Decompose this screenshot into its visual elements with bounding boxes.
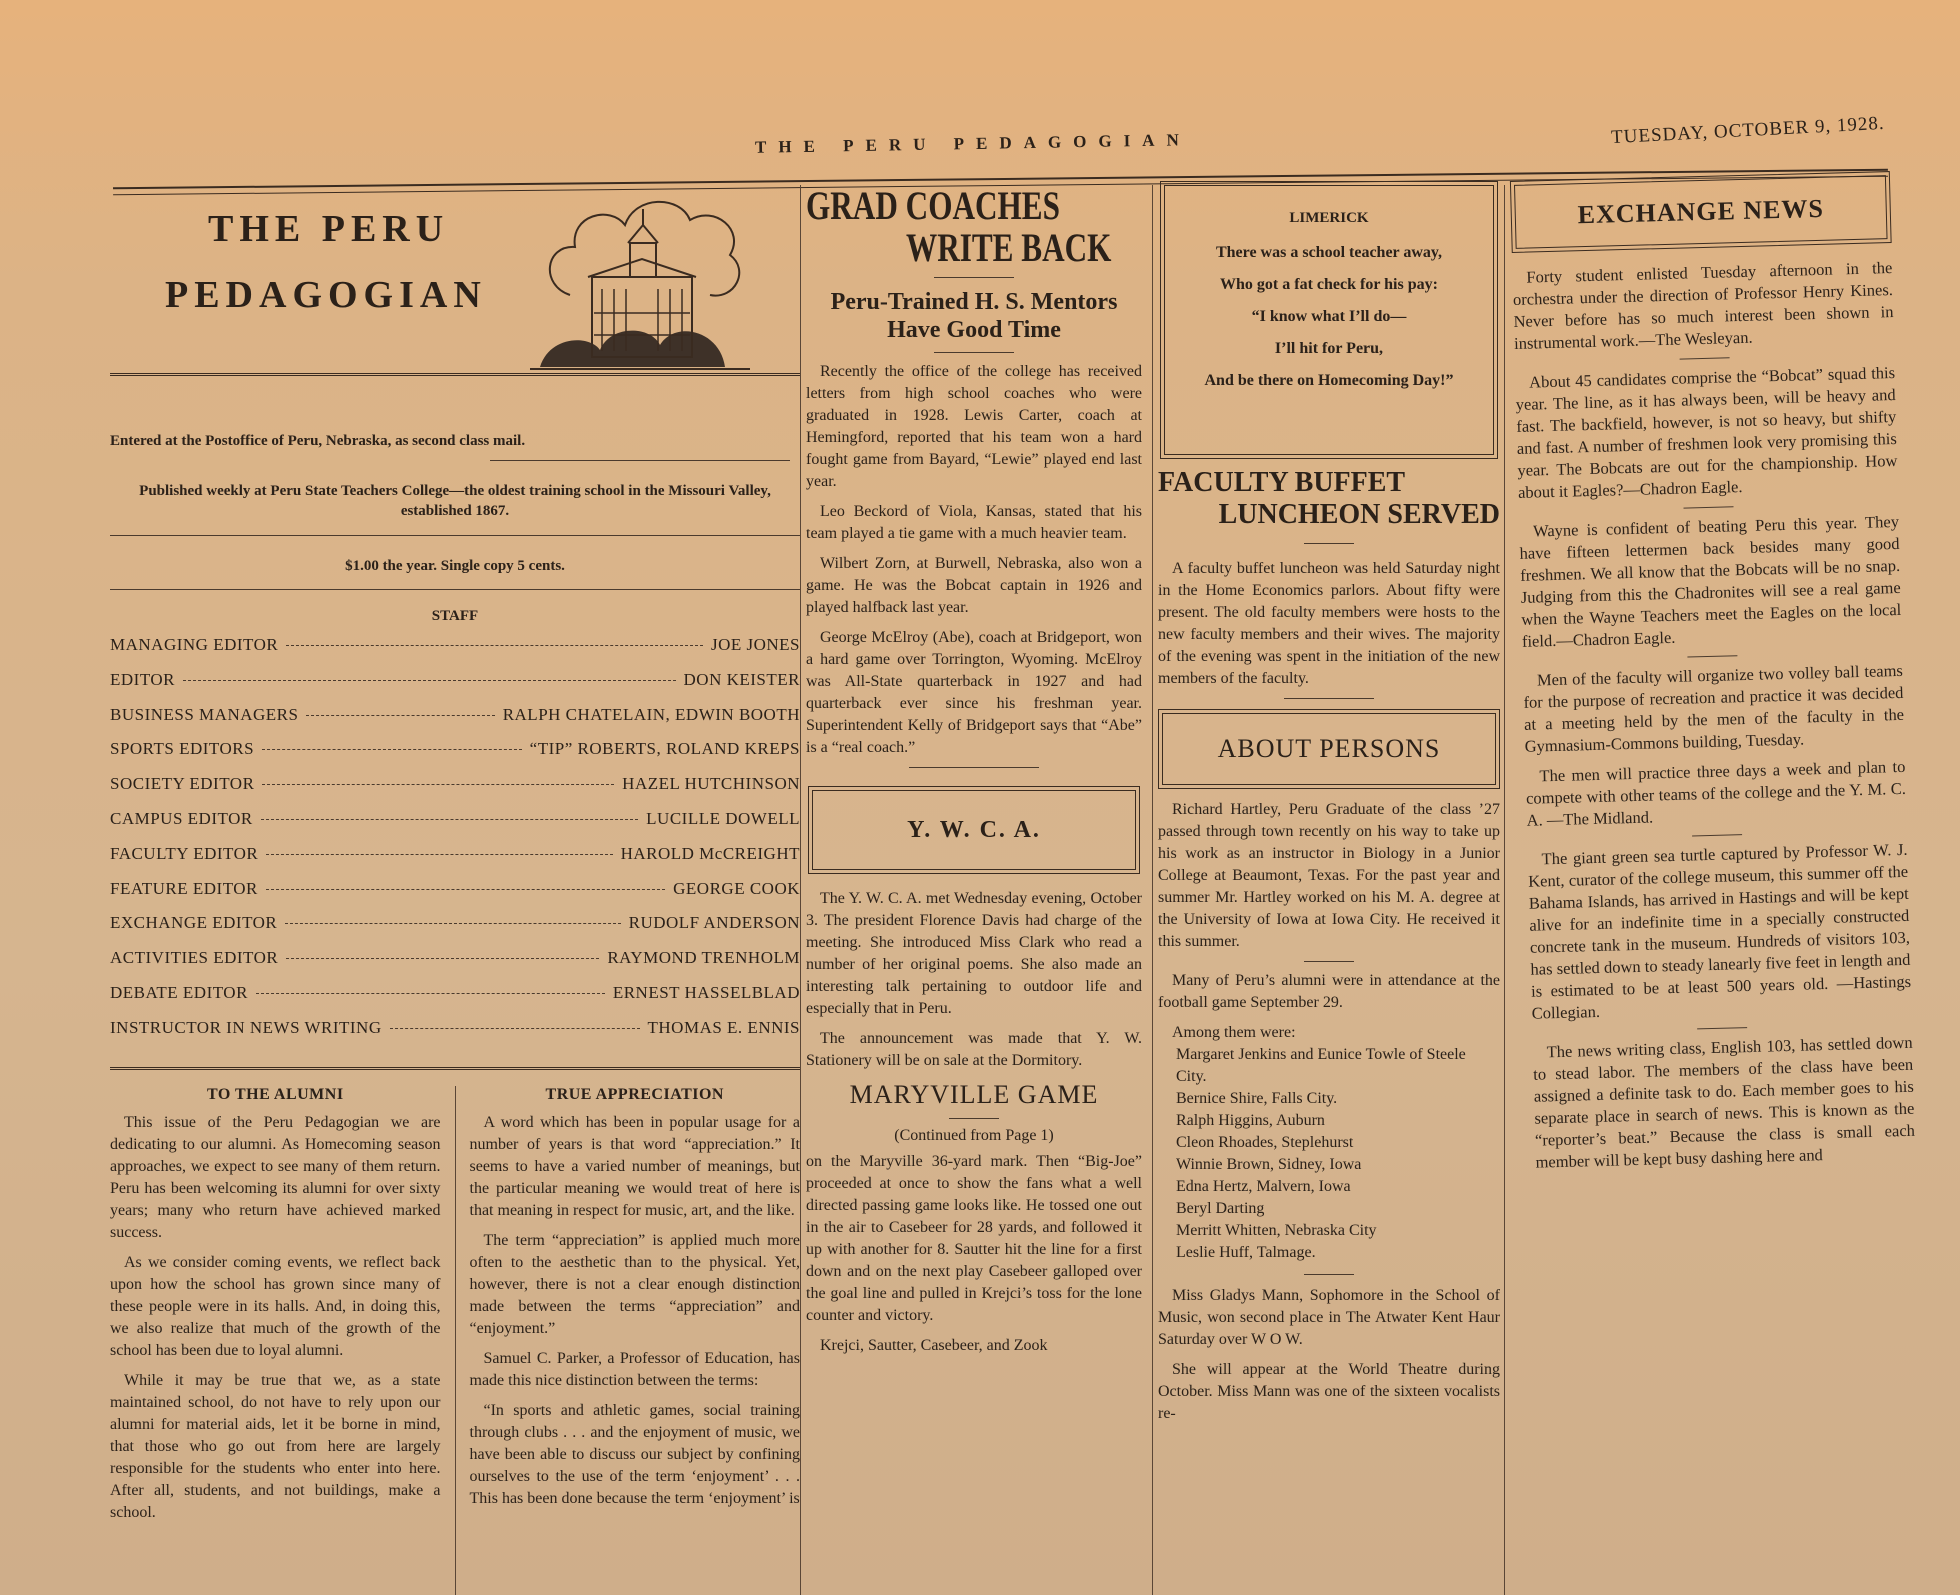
staff-row [110, 879, 800, 914]
staff-role: MANAGING EDITOR [110, 635, 279, 654]
ywca-paragraph: The Y. W. C. A. met Wednesday evening, October 3. The president Florence Davis had charge of the meeting. She introduced Miss Clark who read a number of her original poems. She also made an interesting talk pertaining to outdoor life and especially that in Peru. [806, 890, 1142, 1017]
exchange-paragraph: The giant green sea turtle captured by Professor W. J. Kent, curator of the college museum, this summer off the Bahama Islands, has arrived in Hastings and will be kept alive for an indefinite time in a specially constructed concrete tank in the museum. Hundreds of visitors 103, has settled down to steady lanearly five feet in length and is estimated to be at least 500 years old. —Hastings Collegian. [1527, 839, 1912, 1023]
coaches-headline: GRAD COACHES [806, 183, 1060, 228]
exchange-paragraph: Wayne is confident of beating Peru this year. They have fifteen lettermen back besides many good freshmen. We all know that the Bobcats will be no snap. Judging from this the Chadronites will see a real game when the Wayne Teachers meet the Eagles on the local field.—Chadron Eagle. [1519, 511, 1902, 651]
staff-role: SPORTS EDITORS [110, 739, 255, 759]
maryville-heading: MARYVILLE GAME [849, 1080, 1099, 1109]
staff-role: ACTIVITIES EDITOR [110, 948, 279, 968]
staff-role: DEBATE EDITOR [110, 982, 248, 1002]
alumni-heading: TO THE ALUMNI [206, 1085, 344, 1103]
staff-role: INSTRUCTOR IN NEWS WRITING [110, 1017, 382, 1037]
list-item: Edna Hertz, Malvern, Iowa [1176, 1178, 1351, 1195]
staff-role: CAMPUS EDITOR [110, 808, 253, 828]
staff-name: RALPH CHATELAIN, EDWIN BOOTH [502, 704, 800, 724]
list-item: Ralph Higgins, Auburn [1176, 1112, 1325, 1129]
exchange-paragraph: About 45 candidates comprise the “Bobcat” squad this year. The line, as it has always been, will be heavy and fast. The backfield, however, is not so heavy, but shifty and fast. A number of freshmen look very promising this year. The Bobcats are out for the championship. How about it Eagles?—Chadron Eagle. [1515, 362, 1898, 502]
masthead-title: THE PERU PEDAGOGIAN [754, 130, 1191, 157]
staff-heading: STAFF [431, 608, 479, 624]
list-item: Margaret Jenkins and Eunice Towle of Steele City. [1176, 1046, 1466, 1085]
exchange-paragraph: Forty student enlisted Tuesday afternoon in the orchestra under the direction of Professor Henry Kines. Never before has so much interest been shown in instrumental work.—The Wesleyan. [1512, 258, 1894, 353]
alumni-paragraph: As we consider coming events, we reflect back upon how the school has grown since many of these people were in its halls. And, in doing this, we also realize that much of the growth of the school has been due to loyal alumni. [110, 1253, 441, 1359]
dot-leader [266, 889, 665, 890]
about-persons-box [1162, 713, 1496, 785]
coaches-subhead: Peru-Trained H. S. Mentors Have Good Time [830, 289, 1118, 343]
staff-name: HAROLD McCREIGHT [620, 843, 800, 863]
staff-role: BUSINESS MANAGERS [110, 704, 299, 724]
dot-leader [262, 784, 614, 785]
staff-row [110, 948, 800, 983]
alumni-paragraph: This issue of the Peru Pedagogian we are dedicating to our alumni. As Homecoming season approaches, we expect to see many of them return. Peru has been welcoming its alumni for over sixty years; many who return have achieved marked success. [110, 1113, 441, 1241]
limerick-box [1164, 185, 1494, 455]
dot-leader [285, 923, 620, 924]
college-building-illustration [530, 185, 750, 385]
nameplate-title-line2: PEDAGOGIAN [165, 274, 487, 316]
list-item: Beryl Darting [1176, 1200, 1265, 1217]
exchange-paragraph: Men of the faculty will organize two volley ball teams for the purpose of recreation and practice it was decided at a meeting held by the men of the faculty in the Gymnasium-Commons building, Tuesday. [1523, 660, 1905, 756]
coaches-paragraph: Recently the office of the college has received letters from high school coaches who were graduated in 1928. Lewis Carter, coach at Hemingford, reported that his team won a hard fought game from Bayard, “Lewie” played end last year. [806, 363, 1142, 490]
staff-role: EXCHANGE EDITOR [110, 913, 278, 933]
nameplate [110, 185, 800, 405]
staff-row [110, 983, 800, 1018]
exchange-paragraph: The news writing class, English 103, has settled down to stead labor. The members of the class have been assigned a definite task to do. Each member goes to his separate place in search of news. This is known as the “reporter’s beat.” Because the class is small each member will be kept busy dashing here and [1533, 1032, 1916, 1172]
appreciation-paragraph: “In sports and athletic games, social training through clubs . . . and the enjoyment of music, we have been able to discuss our subject by confining ourselves to the use of the term ‘enjoyment’ . . . This has been done because the term ‘enjoyment’ is [469, 1401, 800, 1507]
coaches-headline: WRITE BACK [906, 225, 1112, 270]
masthead-date: TUESDAY, OCTOBER 9, 1928. [1610, 112, 1886, 149]
dot-leader [261, 819, 638, 820]
staff-name: “TIP” ROBERTS, ROLAND KREPS [529, 739, 800, 759]
limerick-heading: LIMERICK [1289, 210, 1369, 226]
staff-name: RAYMOND TRENHOLM [607, 948, 800, 968]
alumni-editorial [110, 1086, 441, 1595]
limerick-line: “I know what I’ll do— [1251, 308, 1407, 325]
staff-role: EDITOR [110, 669, 176, 689]
nameplate-title-line1: THE PERU [208, 208, 450, 250]
staff-name: JOE JONES [710, 635, 800, 654]
list-item: Leslie Huff, Talmage. [1176, 1244, 1316, 1261]
persons-paragraph: Richard Hartley, Peru Graduate of the class ’27 passed through town recently on his way to take up his work as an instructor in Biology in a Junior College at Beaumont, Texas. For the past year and summer Mr. Hartley worked on his M. A. degree at the University of Iowa at Iowa City. He received it this summer. [1158, 801, 1500, 950]
staff-row [110, 1018, 800, 1053]
dot-leader [262, 749, 522, 750]
maryville-paragraph: Krejci, Sautter, Casebeer, and Zook [820, 1337, 1048, 1354]
limerick-line: Who got a fat check for his pay: [1220, 276, 1438, 293]
staff-name: THOMAS E. ENNIS [647, 1017, 800, 1037]
dot-leader [286, 958, 599, 959]
column-coaches [800, 185, 1148, 1365]
coaches-paragraph: George McElroy (Abe), coach at Bridgeport, won a hard game over Torrington, Wyoming. McElroy was All-State quarterback in 1927 and had quarterback ever since his freshman year. Superintendent Kelly of Bridgeport says that “Abe” is a “real coach.” [806, 629, 1142, 756]
staff-row [110, 635, 800, 670]
nameplate-rule [110, 373, 800, 376]
alumni-list [1158, 1044, 1500, 1264]
buffet-headline: LUNCHEON SERVED [1218, 499, 1500, 530]
staff-row [110, 774, 800, 809]
exchange-heading-box [1514, 175, 1888, 249]
staff-role: FEATURE EDITOR [110, 878, 258, 898]
staff-row [110, 809, 800, 844]
column-limerick-persons [1158, 185, 1500, 1433]
column-nameplate-staff [110, 185, 800, 1595]
editorial-columns [110, 1086, 800, 1595]
staff-row [110, 670, 800, 705]
dot-leader [256, 993, 605, 994]
staff-row [110, 913, 800, 948]
persons-paragraph: Many of Peru’s alumni were in attendance at the football game September 29. [1158, 972, 1500, 1011]
appreciation-paragraph: A word which has been in popular usage for a number of years is that word “appreciation.” It seems to have a varied number of meanings, but the particular meaning we would treat of here is that meaning in respect for music, art, and the like. [469, 1113, 800, 1219]
ywca-paragraph: The announcement was made that Y. W. Stationery will be on sale at the Dormitory. [806, 1030, 1142, 1069]
postoffice-notice: Entered at the Postoffice of Peru, Nebraska, as second class mail. [110, 433, 526, 449]
ywca-heading-box [812, 790, 1136, 870]
list-item: Winnie Brown, Sidney, Iowa [1176, 1156, 1362, 1173]
list-item: Cleon Rhoades, Steplehurst [1176, 1134, 1354, 1151]
appreciation-paragraph: Samuel C. Parker, a Professor of Education, has made this nice distinction between the terms: [469, 1349, 800, 1389]
staff-row [110, 844, 800, 879]
list-item: Merritt Whitten, Nebraska City [1176, 1222, 1377, 1239]
buffet-headline: FACULTY BUFFET [1158, 467, 1406, 498]
dot-leader [286, 645, 703, 646]
staff-row [110, 705, 800, 740]
appreciation-paragraph: The term “appreciation” is applied much more often to the aesthetic than to the physical. Yet, however, there is not a clear enough distinction made between the terms “appreciation” and “enjoyment.” [469, 1231, 800, 1337]
coaches-paragraph: Leo Beckord of Viola, Kansas, stated that his team played a tie game with a much heavier team. [806, 503, 1142, 542]
appreciation-heading: TRUE APPRECIATION [545, 1085, 724, 1103]
column-divider [1504, 185, 1505, 1595]
exchange-paragraph: The men will practice three days a week and plan to compete with other teams of the college and the Y. M. C. A. —The Midland. [1525, 756, 1907, 830]
dot-leader [306, 715, 494, 716]
persons-paragraph: Among them were: [1172, 1024, 1296, 1041]
staff-row [110, 739, 800, 774]
staff-name: GEORGE COOK [673, 878, 800, 898]
staff-name: LUCILLE DOWELL [646, 808, 800, 828]
column-divider [1152, 185, 1153, 1595]
subscription-price: $1.00 the year. Single copy 5 cents. [345, 558, 565, 574]
limerick-line: I’ll hit for Peru, [1274, 340, 1384, 357]
staff-name: HAZEL HUTCHINSON [622, 774, 800, 794]
exchange-heading: EXCHANGE NEWS [1577, 193, 1825, 230]
dot-leader [390, 1028, 640, 1029]
staff-name: DON KEISTER [683, 669, 800, 689]
persons-paragraph: Miss Gladys Mann, Sophomore in the School of Music, won second place in The Atwater Kent Haur Saturday over W O W. [1158, 1287, 1500, 1348]
continued-notice: (Continued from Page 1) [894, 1127, 1054, 1144]
column-exchange [1510, 175, 1916, 1182]
staff-name: ERNEST HASSELBLAD [612, 982, 800, 1002]
limerick-line: There was a school teacher away, [1215, 244, 1443, 261]
persons-paragraph: She will appear at the World Theatre during October. Miss Mann was one of the sixteen vocalists re- [1158, 1361, 1500, 1422]
coaches-paragraph: Wilbert Zorn, at Burwell, Nebraska, also won a game. He was the Bobcat captain in 1926 and played halfback last year. [806, 555, 1142, 616]
staff-list [110, 635, 800, 1053]
about-persons-heading: ABOUT PERSONS [1217, 734, 1441, 763]
ywca-heading: Y. W. C. A. [907, 817, 1041, 843]
dot-leader [183, 680, 676, 681]
staff-role: SOCIETY EDITOR [110, 774, 255, 794]
limerick-line: And be there on Homecoming Day!” [1204, 372, 1454, 389]
alumni-paragraph: While it may be true that we, as a state maintained school, do not have to rely upon our alumni for material aids, let it be borne in mind, that those who go out from here are largely responsible for the students who enter into here. After all, students, and not buildings, make a school. [110, 1371, 441, 1521]
list-item: Bernice Shire, Falls City. [1176, 1090, 1338, 1107]
dot-leader [266, 854, 612, 855]
staff-role: FACULTY EDITOR [110, 843, 259, 863]
publication-notice: Published weekly at Peru State Teachers College—the oldest training school in the Missouri Valley, established 1867. [139, 483, 771, 519]
appreciation-editorial [470, 1086, 801, 1595]
buffet-paragraph: A faculty buffet luncheon was held Saturday night in the Home Economics parlors. About fifty were present. The old faculty members were hosts to the new faculty members and their wives. The majority of the evening was spent in the initiation of the new members of the faculty. [1158, 560, 1500, 687]
masthead [115, 112, 1886, 160]
staff-name: RUDOLF ANDERSON [628, 913, 800, 933]
maryville-paragraph: on the Maryville 36-yard mark. Then “Big-Joe” proceeded at once to show the fans what a well directed passing game looks like. He tossed one out in the air to Casebeer for 28 yards, and followed it up with another for 8. Sautter hit the line for a first down and on the next play Casebeer galloped over the goal line and pulled in Krejci’s toss for the lone counter and victory. [806, 1153, 1142, 1324]
